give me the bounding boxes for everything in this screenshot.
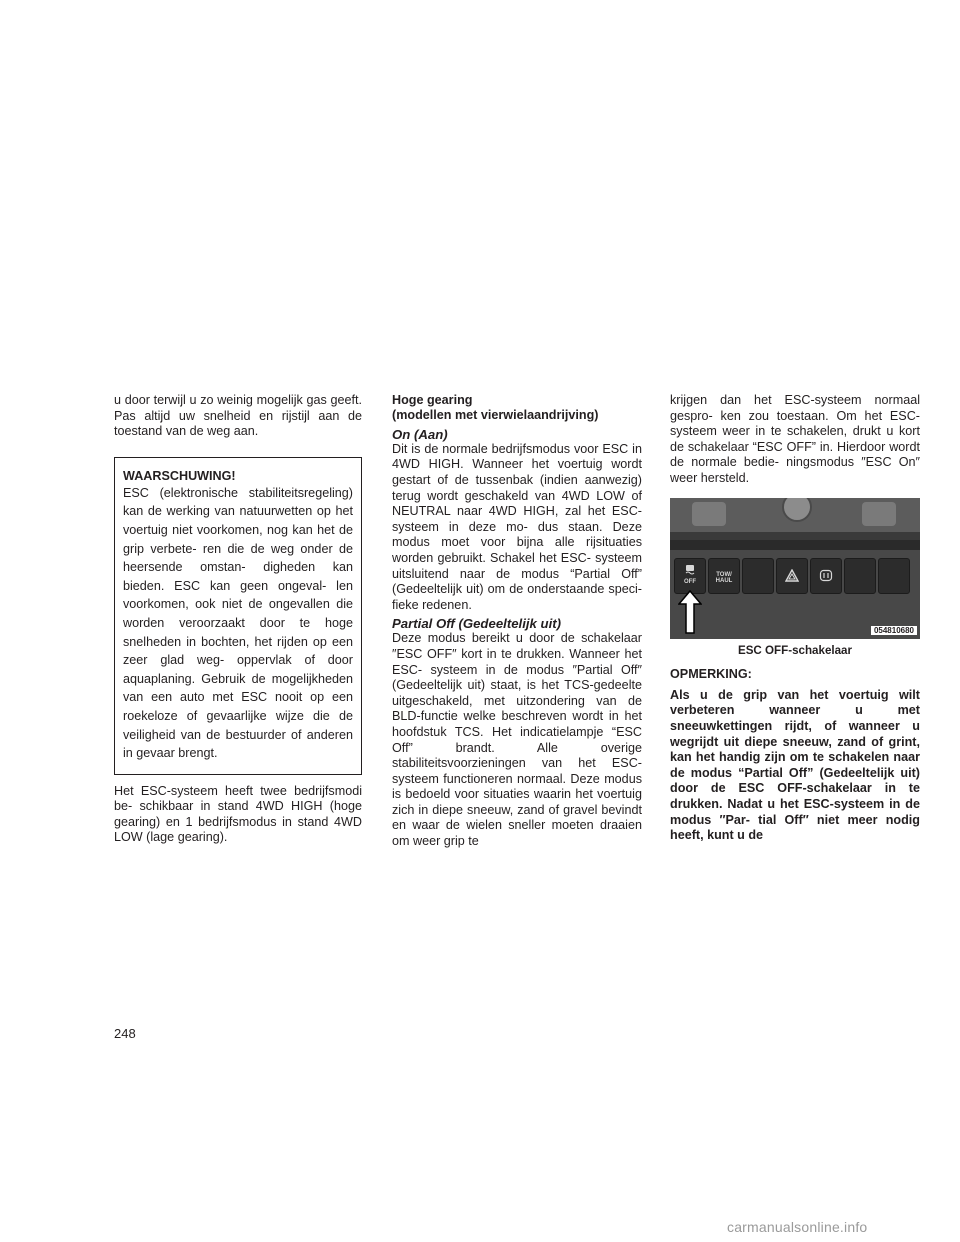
rear-defrost-switch xyxy=(810,558,842,594)
esc-switch-figure xyxy=(670,498,920,639)
arrow-up-icon xyxy=(678,590,702,634)
watermark: carmanualsonline.info xyxy=(727,1219,868,1235)
seat-heater-right-icon xyxy=(862,502,896,526)
partial-off-body: Deze modus bereikt u door de schakelaar ″ESC OFF″ kort in te drukken. Wanneer het ESC- systeem in de modus ″Partial Off″ (Gedeeltelijk uit) staat, is het TCS-gedeelte uitgeschakeld, met uitzondering van de BLD-functie welke beschreven wordt in het hoofdstuk TCS. Het indicatielampje “ESC Off” brandt. Alle overige stabiliteitsvoorzieningen van het ESC-systeem functioneren normaal. Deze modus is bedoeld voor situaties waarin het voertuig zich in diepe sneeuw, zand of gravel bevindt en waar de wielen sneller moeten draaien om weer grip te xyxy=(392,631,642,849)
esc-off-switch xyxy=(674,558,706,594)
tow-haul-switch xyxy=(708,558,740,594)
warning-body: ESC (elektronische stabiliteitsregeling) kan de werking van natuurwetten op het voertuig niet voorkomen, nog kan het de grip verbete- ren die de weg onder de heersende omstan- digheden kan bieden. ESC kan geen ongeval- len voorkomen, ook niet de ongevallen die worden veroorzaakt door te hoge snelheden in bochten, het rijden op een zeer glad weg- oppervlak of door aquaplaning. Gebruik de mogelijkheden van een auto met ESC nooit op een roekeloze of gevaarlijke wijze die de veiligheid van de bestuurder of anderen in gevaar brengt. xyxy=(123,485,353,761)
defrost-icon xyxy=(819,569,833,582)
partial-off-heading: Partial Off (Gedeeltelijk uit) xyxy=(392,616,562,632)
esc-off-label: OFF xyxy=(684,578,696,585)
center-knob xyxy=(782,498,812,522)
blank-switch-1 xyxy=(742,558,774,594)
seat-heater-left-icon xyxy=(692,502,726,526)
section-heading-line2: (modellen met vierwielaandrijving) xyxy=(392,408,599,423)
hazard-icon xyxy=(785,569,799,582)
note-title: OPMERKING: xyxy=(670,667,752,682)
warning-title: WAARSCHUWING! xyxy=(123,468,236,483)
section-heading-line1: Hoge gearing xyxy=(392,393,473,407)
note-body: Als u de grip van het voertuig wilt verbeteren wanneer u met sneeuwkettingen rijdt, of wanneer u wegrijdt uit diepe sneeuw, zand of grint, kan het handig zijn om te schakelen naar de modus “Partial Off” (Gedeeltelijk uit) door de ESC OFF-schakelaar in te drukken. Nadat u het ESC-systeem in de modus ″Par- tial Off″ niet meer nodig heeft, kunt u de xyxy=(670,687,920,843)
column-right xyxy=(670,393,920,844)
intro-paragraph: u door terwijl u zo weinig mogelijk gas geeft. Pas altijd uw snelheid en rijstijl aan de toestand van de weg aan. xyxy=(114,393,362,439)
on-body: Dit is de normale bedrijfsmodus voor ESC in 4WD HIGH. Wanneer het voertuig wordt gestart of de tussenbak (indien aanwezig) terug wordt geschakeld van 4WD LOW of NEUTRAL naar 4WD HIGH, zal het ESC-systeem in deze mo- dus staan. Deze modus moet voor bijna alle rijsituaties worden gebruikt. Schakel het ESC- systeem uitsluitend naar de modus “Partial Off” (Gedeeltelijk uit) om de onderstaande speci- fieke redenen. xyxy=(392,441,642,612)
skid-car-icon xyxy=(684,564,696,576)
blank-switch-3 xyxy=(878,558,910,594)
blank-switch-2 xyxy=(844,558,876,594)
figure-caption: ESC OFF-schakelaar xyxy=(737,643,853,657)
hazard-switch xyxy=(776,558,808,594)
image-code: 054810680 xyxy=(871,626,917,635)
on-heading: On (Aan) xyxy=(392,426,448,442)
panel-divider xyxy=(670,540,920,550)
modes-paragraph: Het ESC-systeem heeft twee bedrijfsmodi be- schikbaar in stand 4WD HIGH (hoge gearing) en 1 bedrijfsmodus in stand 4WD LOW (lage gearing). xyxy=(114,783,362,845)
column-left xyxy=(114,393,362,846)
warning-box xyxy=(114,457,362,775)
column-middle xyxy=(392,393,642,850)
tow-haul-label: TOW/ HAUL xyxy=(715,571,733,584)
dashboard-upper-panel xyxy=(670,498,920,532)
page-number: 248 xyxy=(114,1026,136,1041)
continued-paragraph: krijgen dan het ESC-systeem normaal gespro- ken zou toestaan. Om het ESC-systeem weer in te schakelen, drukt u kort de schakelaar “ESC OFF” in. Hierdoor wordt de normale bedie- ningsmodus ″ESC On″ weer hersteld. xyxy=(670,393,920,485)
